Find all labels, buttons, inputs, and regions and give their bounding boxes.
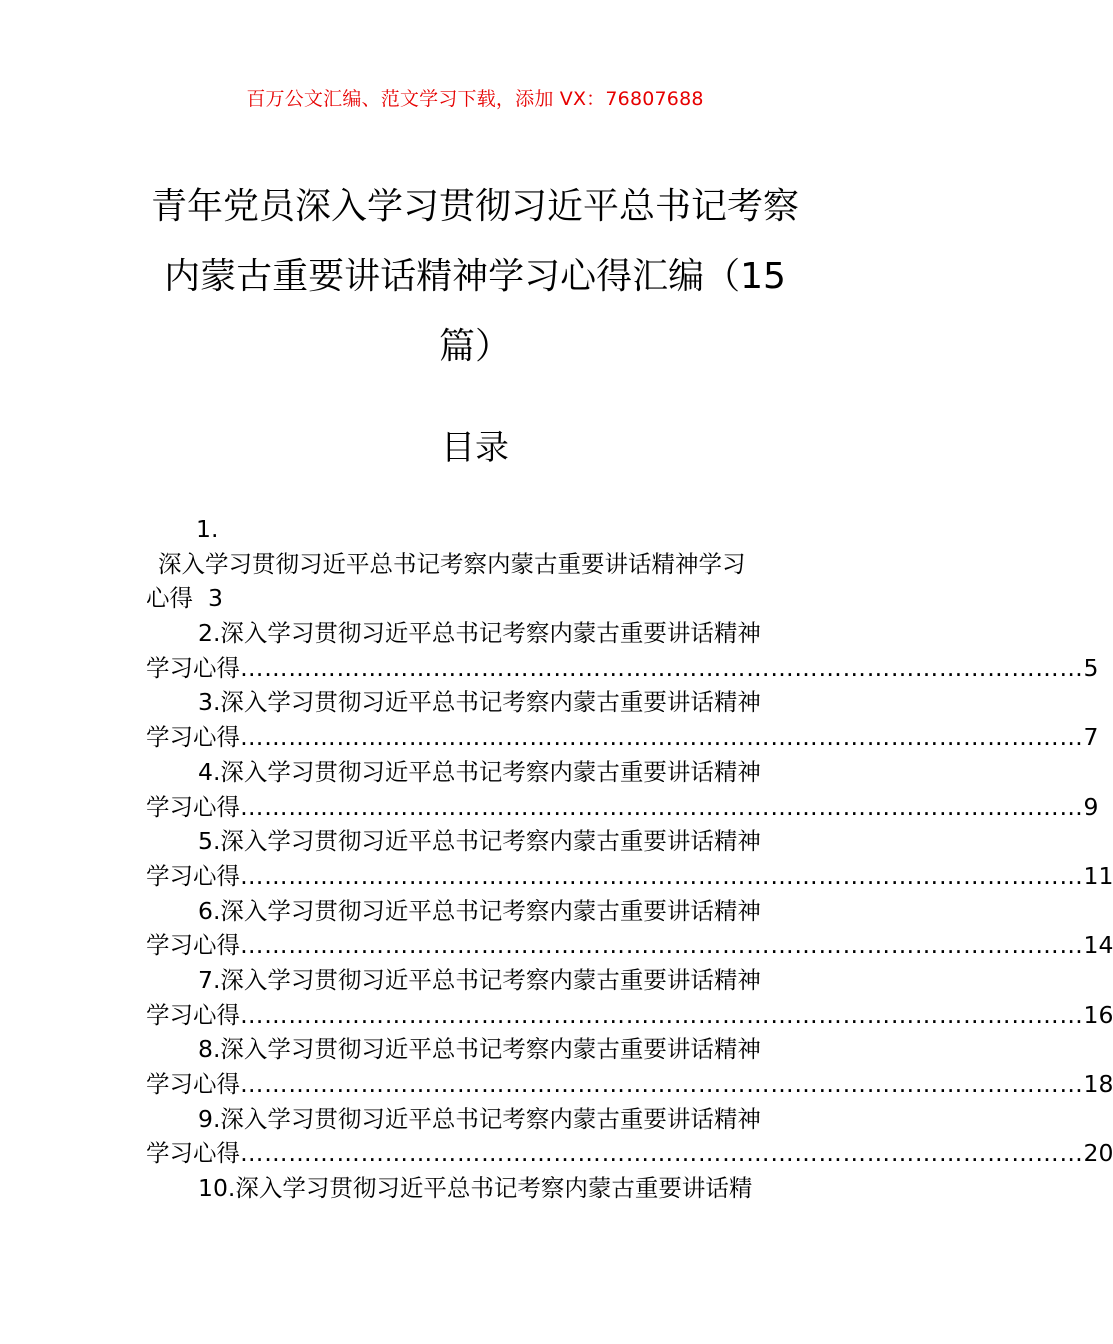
toc-entry-2-title[interactable]: 2.深入学习贯彻习近平总书记考察内蒙古重要讲话精神 xyxy=(198,619,761,648)
toc-entry-page: 14 xyxy=(1083,931,1113,960)
toc-heading: 目录 xyxy=(441,428,509,468)
toc-entry-6-title[interactable]: 6.深入学习贯彻习近平总书记考察内蒙古重要讲话精神 xyxy=(198,896,761,925)
toc-entry-2-tail[interactable] xyxy=(146,651,1099,686)
toc-entry-tail-text: 学习心得 xyxy=(146,1070,240,1098)
toc-entry-page: 3 xyxy=(207,584,223,613)
toc-entry-tail-text: 学习心得 xyxy=(146,931,240,960)
toc-entry-4-title[interactable]: 4.深入学习贯彻习近平总书记考察内蒙古重要讲话精神 xyxy=(198,757,761,786)
toc-entry-page: 5 xyxy=(1083,653,1099,682)
toc-entry-1-number[interactable]: 1. xyxy=(196,515,219,543)
dot-leader: …………………………………………………………………………………………… xyxy=(240,1000,1084,1029)
document-title: 青年党员深入学习贯彻习近平总书记考察内蒙古重要讲话精神学习心得汇编（15篇） xyxy=(150,186,799,367)
toc-entry-7-tail[interactable] xyxy=(146,998,1113,1033)
toc-entry-9-title[interactable]: 9.深入学习贯彻习近平总书记考察内蒙古重要讲话精神 xyxy=(198,1104,761,1133)
toc-entry-tail-text: 学习心得 xyxy=(146,1139,240,1168)
toc-entry-tail-text: 学习心得 xyxy=(146,792,240,821)
toc-entry-5-tail[interactable] xyxy=(146,859,1113,894)
dot-leader: …………………………………………………………………………………………… xyxy=(240,1139,1084,1168)
toc-entry-page: 11 xyxy=(1083,861,1113,890)
toc-entry-9-tail[interactable] xyxy=(146,1136,1113,1171)
dot-leader: …………………………………………………………………………………………… xyxy=(240,931,1084,960)
toc-entry-6-tail[interactable] xyxy=(146,928,1113,963)
dot-leader: …………………………………………………………………………………………… xyxy=(240,792,1084,821)
toc-entry-page: 20 xyxy=(1083,1139,1113,1168)
toc-entry-3-tail[interactable] xyxy=(146,720,1099,755)
table-of-contents xyxy=(146,512,1113,1206)
header-note: 百万公文汇编、范文学习下载，添加 VX：76807688 xyxy=(246,88,704,110)
toc-entry-tail-text: 学习心得 xyxy=(146,1000,240,1029)
dot-leader: …………………………………………………………………………………………… xyxy=(240,723,1084,752)
toc-entry-3-title[interactable]: 3.深入学习贯彻习近平总书记考察内蒙古重要讲话精神 xyxy=(198,688,761,717)
toc-entry-7-title[interactable]: 7.深入学习贯彻习近平总书记考察内蒙古重要讲话精神 xyxy=(198,965,761,994)
toc-entry-tail-text: 心得 xyxy=(146,584,193,613)
toc-entry-10-title[interactable]: 10.深入学习贯彻习近平总书记考察内蒙古重要讲话精 xyxy=(198,1174,753,1203)
toc-entry-1-tail[interactable] xyxy=(146,581,808,616)
dot-leader: …………………………………………………………………………………………… xyxy=(240,653,1084,682)
toc-entry-4-tail[interactable] xyxy=(146,790,1099,825)
dot-leader: …………………………………………………………………………………………… xyxy=(240,861,1084,890)
toc-entry-page: 18 xyxy=(1083,1070,1113,1098)
toc-entry-page: 16 xyxy=(1083,1000,1113,1029)
toc-entry-5-title[interactable]: 5.深入学习贯彻习近平总书记考察内蒙古重要讲话精神 xyxy=(198,827,761,856)
dot-leader: …………………………………………………………………………………………… xyxy=(240,1070,1084,1098)
toc-entry-page: 9 xyxy=(1083,792,1099,821)
toc-entry-tail-text: 学习心得 xyxy=(146,653,240,682)
toc-entry-tail-text: 学习心得 xyxy=(146,861,240,890)
toc-entry-page: 7 xyxy=(1083,723,1099,752)
toc-entry-8-tail[interactable] xyxy=(146,1067,1113,1102)
toc-entry-tail-text: 学习心得 xyxy=(146,723,240,752)
toc-entry-8-title[interactable]: 8.深入学习贯彻习近平总书记考察内蒙古重要讲话精神 xyxy=(198,1035,761,1064)
toc-entry-1-title[interactable]: 深入学习贯彻习近平总书记考察内蒙古重要讲话精神学习 xyxy=(158,549,746,578)
